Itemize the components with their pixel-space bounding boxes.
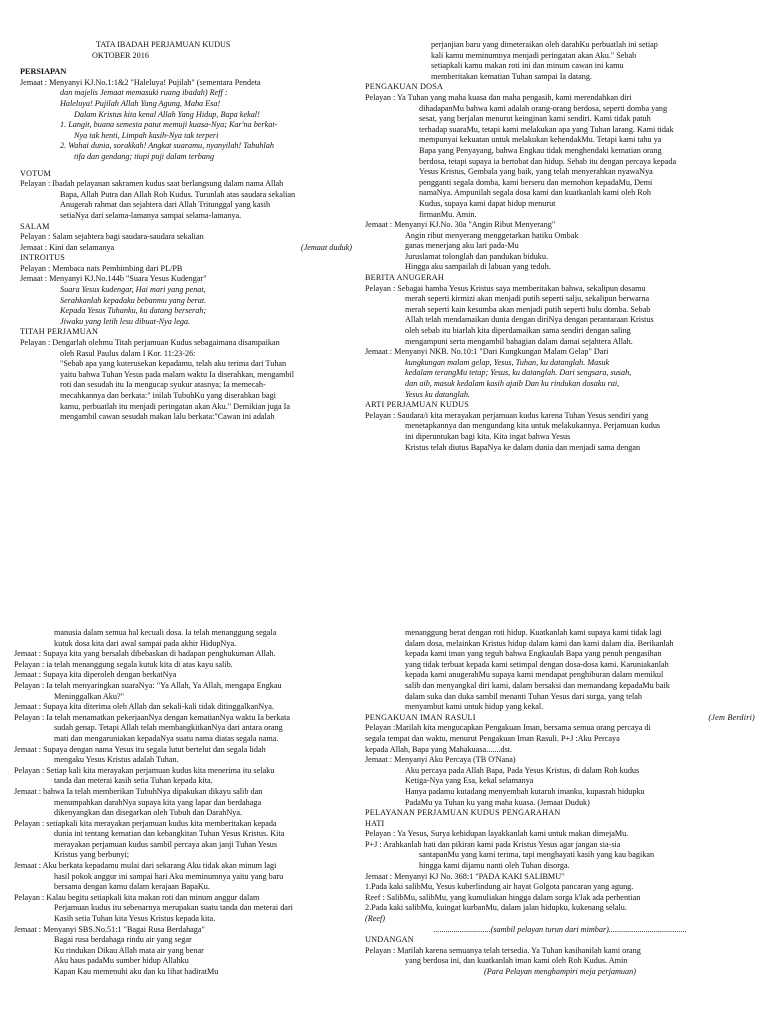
text-line	[365, 125, 753, 136]
text-line	[14, 967, 356, 978]
line-text: Hanya padamu kutadang menyembah kutaruh imanku, kupasrah hidupku	[405, 786, 645, 796]
stage-direction: (Jem Berdiri)	[708, 712, 755, 722]
line-text: Pelayan : Salam sejahtera bagi saudara-saudara sekalian	[20, 232, 204, 242]
text-line	[365, 872, 755, 883]
line-text: Yesus ku datanglah.	[405, 389, 470, 399]
line-text: segala tempat dan waktu, menurut Pengakuan Iman Rasuli. P+J :Aku Percaya	[365, 733, 620, 743]
line-text: Pelayan : Ia telah menamatkan pekerjaanNya dengan kematianNya waktu Ia berkata	[14, 712, 290, 722]
line-text: Pelayan : ia telah menanggung segala kutuk kita di atas kayu salib.	[14, 659, 233, 669]
line-text: PELAYANAN PERJAMUAN KUDUS PENGARAHAN	[365, 808, 561, 818]
line-text: dalam dosa, melainkan Kristus hidup dalam kami dan kami dalam dia. Berikanlah	[405, 638, 674, 648]
line-text: Pelayan : Kalau begitu setiapkali kita makan roti dan minum anggur dalam	[14, 892, 260, 902]
line-text: Pelayan : Setiap kali kita merayakan perjamuan kudus kita menerima itu selaku	[14, 765, 275, 775]
line-text: (Reef)	[365, 914, 385, 924]
line-text: Hingga aku sampailah di labuan yang teduh.	[405, 262, 551, 272]
line-text: Pelayan :Marilah kita mengucapkan Pengakuan Iman, bersama semua orang percaya di	[365, 723, 651, 733]
line-text: dunia ini tentang kematian dan kebangkitan Tuhan Yesus Kristus. Kita	[54, 829, 285, 839]
text-line	[20, 391, 352, 402]
line-text: Bapa yang Penyayang, bahwa Engkau tidak menghendaki kematian orang	[419, 145, 662, 155]
text-line	[14, 628, 356, 639]
text-line	[365, 358, 753, 369]
text-line	[365, 808, 755, 819]
line-text: Kristus yang berbunyi;	[54, 850, 130, 860]
line-text: TATA IBADAH PERJAMUAN KUDUS	[96, 40, 231, 49]
text-line	[365, 157, 753, 168]
line-text: pengganti segala domba, kami berseru dan memohon kepadaMu, Demi	[419, 177, 653, 187]
text-line	[365, 252, 753, 263]
line-text: setiapkali kamu makan roti ini dan minum cawan ini kamu	[431, 61, 624, 71]
line-text: UNDANGAN	[365, 935, 414, 945]
text-line	[20, 190, 352, 201]
line-text: kutuk dosa kita dari awal sampai pada akhir HidupNya.	[54, 638, 237, 648]
line-text: Bapa, Allah Putra dan Allah Roh Kudus. Turunlah atas saudara sekalian	[60, 189, 296, 199]
text-line	[14, 734, 356, 745]
line-text: yang berdosa ini, dan kuatkanlah iman kami oleh Roh Kudus. Amin	[405, 956, 628, 966]
text-line	[365, 61, 753, 72]
line-text: Jemaat : Menyanyi KJ No. 368:1 "PADA KAKI SALIBMU"	[365, 871, 565, 881]
line-text: Perjamuan kudus itu sebenarnya merupakan suatu tanda dan meterai dari	[54, 903, 293, 913]
line-text: (Para Pelayan menghampiri meja perjamuan)	[484, 967, 636, 976]
text-line	[20, 285, 352, 296]
line-text: TITAH PERJAMUAN	[20, 327, 99, 337]
line-text: merah seperti kain kesumba akan menjadi putih seperti bulu domba. Sebab	[405, 304, 651, 314]
line-text: menumpahkan darahNya supaya kita yang lapar dan berdahaga	[54, 797, 262, 807]
text-line	[14, 713, 356, 724]
line-text: Nya tak henti, Limpah kasih-Nya tak terperi	[74, 130, 219, 140]
line-text: oleh Rasul Paulus dalam I Kor. 11:23-26:	[60, 348, 196, 358]
text-line	[365, 188, 753, 199]
line-text: Kasih setia Tuhan kita Yesus Kristus kepada kita.	[54, 914, 216, 924]
text-line	[20, 317, 352, 328]
line-text: Kepada Yesus Tuhanku, ku datang berserah;	[60, 306, 207, 316]
text-line	[14, 755, 356, 766]
line-text: P+J : Arahkanlah hati dan pikiran kami pada Kristus Yesus agar jangan sia-sia	[365, 839, 621, 849]
line-text: Jemaat : Supaya kita diterima oleh Allah dan sekali-kali tidak ditinggalkanNya.	[14, 702, 274, 712]
text-line	[365, 935, 755, 946]
line-text: 2. Wahai dunia, sorakkah! Angkat suaramu, nyanyilah! Tabuhlah	[60, 141, 274, 151]
text-line	[14, 639, 356, 650]
line-text: Jiwaku yang letih lesu dibuat-Nya lega.	[60, 316, 191, 326]
text-line	[20, 179, 352, 190]
text-line	[365, 692, 755, 703]
text-line	[14, 681, 356, 692]
line-text: sesat, yang berjalan menurut keinginan kami sendiri. Kami tidak patuh	[419, 114, 651, 124]
text-line	[20, 200, 352, 211]
line-text: salib dan menyangkal diri kami, dalam bersaksi dan memandang kepadaMu baik	[405, 680, 670, 690]
line-text: kungkungan malam gelap, Yesus, Tuhan, ku datanglah. Masuk	[405, 357, 610, 367]
text-line	[14, 829, 356, 840]
text-line	[365, 390, 753, 401]
text-line	[14, 861, 356, 872]
text-line	[14, 946, 356, 957]
line-text: menyambut kami untuk hidup yang kekal.	[405, 702, 544, 712]
text-line	[14, 670, 356, 681]
text-line	[365, 210, 753, 221]
line-text: Dalam Kristus kita kenal Allah Yang Hidup, Bapa kekal!	[74, 109, 260, 119]
text-line	[20, 359, 352, 370]
line-text: Jemaat : Menyanyi KJ.No.144b "Suara Yesus Kudengar"	[20, 274, 207, 284]
line-text: Suara Yesus kudengar, Hai mari yang penat,	[60, 285, 206, 295]
line-text: OKTOBER 2016	[92, 50, 149, 60]
text-line	[20, 380, 352, 391]
line-text: Jemaat : Menyanyi NKB. No.10:1 "Dari Kungkungan Malam Gelap" Dari	[365, 347, 609, 357]
line-text: Jemaat : Supaya kita yang bersalah dibebaskan di hadapan penghukuman Allah.	[14, 649, 276, 659]
text-line	[20, 40, 352, 51]
text-line	[365, 639, 755, 650]
text-line	[365, 893, 755, 904]
text-line	[365, 670, 755, 681]
text-line	[365, 819, 755, 830]
line-text: ini diperuntukan bagi kita. Kita ingat bahwa Yesus	[405, 431, 571, 441]
text-line	[365, 956, 755, 967]
text-line	[20, 402, 352, 413]
text-line	[365, 40, 753, 51]
text-line	[14, 766, 356, 777]
line-text: bersama dengan kamu dalam kerajaan BapaKu.	[54, 882, 210, 892]
text-line	[365, 167, 753, 178]
text-line	[365, 231, 753, 242]
text-line	[20, 78, 352, 89]
text-line	[365, 628, 755, 639]
line-text: menanggung berat dengan roti hidup. Kuatkanlah kami supaya kami tidak lagi	[405, 628, 662, 637]
text-line	[14, 882, 356, 893]
text-line	[14, 956, 356, 967]
text-line	[365, 178, 753, 189]
text-line	[20, 131, 352, 142]
line-text: Jemaat : Kini dan selamanya	[20, 242, 115, 252]
line-text: santapanMu yang kami terima, tapi menghayati kasih yang kau bagikan	[419, 850, 655, 860]
line-text: 1. Langit, buana semesta patut memuji kuasa-Nya; Kar'na berkat-	[60, 120, 278, 130]
text-line	[365, 829, 755, 840]
line-text: Ku rindukan Dikau Allah mata air yang benar	[54, 945, 204, 955]
line-text: merayakan perjamuan kudus sambil percaya akan janji Tuhan Yesus	[54, 839, 278, 849]
text-line	[14, 914, 356, 925]
text-line	[20, 338, 352, 349]
text-line	[20, 327, 352, 338]
text-line	[14, 692, 356, 703]
line-text: Jemaat : Aku berkata kepadamu mulai dari sekarang Aku tidak akan minum lagi	[14, 861, 277, 871]
line-text: yang tidak terbuat kepada kami setimpal dengan dosa-dosa kami. Karuniakanlah	[405, 659, 669, 669]
line-text: terhadap suaraMu, tetapi kami melakukan apa yang Tuhan larang. Kami tidak	[419, 124, 674, 134]
text-line	[14, 723, 356, 734]
line-text: Reef : SalibMu, salibMu, yang kumuliakan hingga dalam sorga k'lak ada perhentian	[365, 892, 641, 902]
line-text: Juruslamat tolonglah dan pandukan biduku.	[405, 251, 549, 261]
text-line	[14, 872, 356, 883]
line-text: mengampuni serta mengambil bahagian dalam damai sejahtera Allah.	[405, 336, 633, 346]
line-text: 2.Pada kaki salibMu, kuingat kurbanMu, dalam jalan hidupku, kukenang selalu.	[365, 903, 627, 913]
page-bottom-left	[14, 628, 356, 1024]
text-line	[365, 273, 753, 284]
text-line	[365, 72, 753, 83]
text-line	[365, 432, 753, 443]
text-line	[365, 967, 755, 978]
text-line	[365, 798, 755, 809]
page-top-left	[14, 40, 352, 520]
line-text: sudah genap. Tetapi Allah telah membangkitkanNya dari antara orang	[54, 723, 283, 733]
text-line	[365, 241, 753, 252]
line-text: kedalam terangMu tetap; Yesus, ku datanglah. Dari sengsara, susah,	[405, 368, 632, 378]
line-text: Haleluya! Pujilah Allah Yang Agung, Maha Esa!	[60, 98, 221, 108]
text-line	[365, 903, 755, 914]
text-line	[14, 840, 356, 851]
text-line	[365, 421, 753, 432]
text-line	[365, 776, 755, 787]
text-line	[14, 850, 356, 861]
line-text: mengambil cawan sesudah makan lalu berkata:"Cawan ini adalah	[60, 412, 275, 422]
text-line	[365, 326, 753, 337]
line-text: "Sebab apa yang kuterusekan kepadamu, telah aku terima dari Tuhan	[60, 359, 287, 369]
text-line	[20, 152, 352, 163]
page-bottom-right	[365, 628, 755, 1024]
line-text: Anugerah rahmat dan sejahtera dari Allah Tritunggal yang kasih	[60, 200, 271, 210]
line-text: Jemaat : Supaya dengan nama Yesus itu segala lutut bertelut dan segala lidah	[14, 744, 266, 754]
text-line	[20, 349, 352, 360]
line-text: kepada kami anugerahMu supaya kami mendapat penghiburan dalam memikul	[405, 670, 664, 680]
text-line	[20, 51, 352, 62]
text-line	[14, 745, 356, 756]
text-line	[365, 294, 753, 305]
line-text: mati dan mengaruniakan kepadaNya suatu nama diatas segala nama.	[54, 733, 279, 743]
line-text: INTROITUS	[20, 253, 66, 263]
line-text: Aku haus padaMu sumber hidup Allahku	[54, 956, 189, 966]
line-text: merah seperti kirmizi akan menjadi putih seperti salju, sekalipun berwarna	[405, 294, 650, 304]
line-text: Pelayan : Ibadah pelayanan sakramen kudus saat berlangsung dalam nama Allah	[20, 179, 284, 189]
line-text: BERITA ANUGERAH	[365, 273, 444, 283]
text-line	[365, 649, 755, 660]
text-line	[365, 946, 755, 957]
text-line	[14, 660, 356, 671]
line-text: tanda dan meterai kasih setia Tuhan kepada kita.	[54, 776, 213, 786]
text-line	[365, 787, 755, 798]
text-line	[20, 99, 352, 110]
text-line	[365, 199, 753, 210]
text-line	[365, 379, 753, 390]
text-line	[20, 88, 352, 99]
line-text: yaitu bahwa Tuhan Yesus pada malam waktu Ia diserahkan, mengambil	[60, 369, 294, 379]
line-text: Meninggalkan Aku?"	[54, 691, 124, 701]
line-text: Angin ribut menyerang menggetarkan hatiku Ombak	[405, 230, 579, 240]
text-line	[365, 850, 755, 861]
line-text: mecahkannya dan berkata:" inilah TubuhKu yang diserahkan bagi	[60, 391, 276, 400]
text-line	[20, 67, 352, 78]
line-text: Pelayan : setiapkali kita merayakan perjamuan kudus kita memberitakan kepada	[14, 818, 277, 828]
text-line	[365, 755, 755, 766]
line-text: Bagai rusa berdahaga rindu air yang segar	[54, 935, 192, 945]
text-line	[365, 135, 753, 146]
text-line	[365, 82, 753, 93]
line-text: Serahkanlah kepadaku bebanmu yang berat.	[60, 295, 207, 305]
line-text: Pelayan : Ya Tuhan yang maha kuasa dan maha pengasih, kami merendahkan diri	[365, 92, 632, 102]
text-line	[14, 787, 356, 798]
line-text: Kapan Kau memenuhi aku dan ku lihat hadiratMu	[54, 967, 219, 976]
line-text: firmanMu. Amin.	[419, 209, 477, 219]
line-text: setiaNya dari selama-lamanya sampai selama-lamanya.	[60, 210, 242, 220]
text-line	[365, 702, 755, 713]
line-text: Pelayan : Ia telah menyaringkan suaraNya: "Ya Allah, Ya Allah, mengapa Engkau	[14, 680, 282, 690]
text-line	[20, 211, 352, 222]
text-line	[365, 914, 755, 925]
line-text: ............................(sambil pelayan turun dari mimbar)......................................	[433, 924, 687, 934]
line-text: Ketiga-Nya yang Esa, kekal selamanya	[405, 776, 534, 786]
text-line	[365, 882, 755, 893]
line-text: dikenyangkan dan disegarkan oleh Tubuh dan DarahNya.	[54, 808, 243, 818]
line-text: Allah telah mendamaikan dunia dengan diriNya dengan perantaraan Kristus	[405, 315, 654, 325]
line-text: ganas menerjang aku lari pada-Mu	[405, 241, 519, 251]
text-line	[20, 110, 352, 121]
line-text: 1.Pada kaki salibMu, Yesus kuberlindung air hayat Golgota pancaran yang agung.	[365, 882, 634, 892]
line-text: Pelayan : Sebagai hamba Yesus Kristus saya memberitakan bahwa, sekalipun dosamu	[365, 283, 646, 293]
line-text: oleh sebab itu biarlah kita diperdamaikan sama sendiri dengan saling	[405, 326, 631, 336]
line-text: kepada Allah, Bapa yang Mahakuasa.......dst.	[365, 744, 513, 754]
text-line	[20, 412, 352, 423]
line-text: tifa dan gendang; tiupi puji dalam terbang	[74, 151, 215, 161]
text-line	[20, 243, 352, 254]
line-text: dalam suka dan duka sambil menanti Tuhan Yesus dari surga, yang telah	[405, 691, 643, 701]
line-text: hingga kami dijamu nanti oleh Tuhan disorga.	[419, 861, 570, 871]
text-line	[20, 306, 352, 317]
line-text: SALAM	[20, 221, 50, 231]
line-text: Pelayan : Membaca nats Pembimbing dari PL/PB	[20, 263, 183, 273]
text-line	[365, 411, 753, 422]
line-text: Pelayan : Marilah karena semuanya telah tersedia. Ya Tuhan kasihanilah kami orang	[365, 945, 641, 955]
line-text: PENGAKUAN IMAN RASULI	[365, 712, 476, 722]
stage-direction: (Jemaat duduk)	[300, 242, 352, 252]
line-text: perjanjian baru yang dimeteraikan oleh darahKu perbuatlah ini setiap	[431, 40, 658, 49]
text-line	[20, 264, 352, 275]
text-line	[20, 232, 352, 243]
line-text: ARTI PERJAMUAN KUDUS	[365, 400, 470, 410]
line-text: manusia dalam semua hal kecuali dosa. Ia telah menanggung segala	[54, 628, 277, 637]
text-line	[14, 776, 356, 787]
text-line	[365, 104, 753, 115]
line-text: kali kamu meminumnya menjadi peringatan akan Aku." Sebab	[431, 50, 637, 60]
text-line	[14, 935, 356, 946]
line-text: Pelayan : Saudara/i kita merayakan perjamuan kudus karena Tuhan Yesus sendiri yang	[365, 410, 649, 420]
line-text: Jemaat : Supaya kita diperoleh dengan berkatNya	[14, 670, 177, 680]
text-line	[365, 347, 753, 358]
line-text: kamu, perbuatlah itu menjadi peringatan akan Aku." Demikian juga Ia	[60, 401, 291, 411]
line-text: dan majelis Jemaat memasuki ruang ibadah) Reff :	[60, 88, 228, 98]
text-line	[365, 745, 755, 756]
line-text: Jemaat : Menyanyi KJ.No.1:1&2 "Haleluya! Pujilah" (sementara Pendeta	[20, 77, 261, 87]
line-text: dan aib, masuk kedalam kasih ajaib Dan ku rindukan dosaku rai,	[405, 379, 620, 388]
text-line	[20, 120, 352, 131]
line-text: HATI	[365, 818, 385, 828]
line-text: PadaMu ya Tuhan ku yang maha kuasa. (Jemaat Duduk)	[405, 797, 590, 807]
line-text: VOTUM	[20, 168, 52, 178]
text-line	[365, 368, 753, 379]
text-line	[365, 400, 753, 411]
text-line	[365, 51, 753, 62]
text-line	[14, 819, 356, 830]
text-line	[14, 702, 356, 713]
text-line	[365, 925, 755, 936]
line-text: mengaku Yesus Kristus adalah Tuhan.	[54, 755, 179, 765]
line-text: hasil pokok anggur ini sampai hari Aku meminumnya yaitu yang baru	[54, 871, 284, 881]
line-text: memberitakan kematian Tuhan sampai Ia datang.	[431, 71, 592, 81]
line-text: dihadapanMu bahwa kami adalah orang-orang berdosa, seperti domba yang	[419, 103, 668, 113]
text-line	[20, 274, 352, 285]
line-text: roti dan sesudah itu Ia mengucap syukur atasnya; Ia memecah-	[60, 380, 266, 390]
text-line	[365, 713, 755, 724]
line-text: Kudus, supaya kami dapat hidup menurut	[419, 198, 556, 208]
text-line	[14, 649, 356, 660]
text-line	[365, 861, 755, 872]
text-line	[20, 141, 352, 152]
line-text: berdosa, tetapi supaya ia bertobat dan hidup. Sebab itu dengan percaya kepada	[419, 156, 677, 166]
text-line	[365, 734, 755, 745]
line-text: Kristus telah diutus BapaNya ke dalam dunia dan menjadi sama dengan	[405, 442, 641, 452]
text-line	[14, 903, 356, 914]
text-line	[365, 220, 753, 231]
text-line	[365, 660, 755, 671]
text-line	[14, 808, 356, 819]
text-line	[365, 305, 753, 316]
text-line	[20, 253, 352, 264]
text-line	[365, 262, 753, 273]
text-line	[365, 146, 753, 157]
text-line	[20, 222, 352, 233]
text-line	[20, 370, 352, 381]
text-line	[365, 766, 755, 777]
text-line	[365, 284, 753, 295]
line-text: Pelayan : Dengarlah olehmu Titah perjamuan Kudus sebagaimana disampaikan	[20, 338, 280, 348]
text-line	[365, 840, 755, 851]
text-line	[365, 723, 755, 734]
line-text: menetapkannya dan mengundang kita untuk melakukannya. Perjamuan kudus	[405, 421, 661, 431]
text-line	[14, 798, 356, 809]
text-line	[365, 337, 753, 348]
line-text: Aku percaya pada Allah Bapa, Pada Yesus Kristus, di dalam Roh kudus	[405, 765, 640, 775]
text-line	[365, 443, 753, 454]
text-line	[365, 114, 753, 125]
line-text: Yesus Kristus, Gembala yang baik, yang telah menyerahkan nyawaNya	[419, 167, 653, 177]
line-text: kepada kami iman yang teguh bahwa Engkaulah Bapa yang penuh pengasihan	[405, 649, 662, 659]
line-text: mempunyai kekuatan untuk melakukan kehendakMu. Tetapi kami tahu ya	[419, 135, 662, 145]
line-text: Jemaat : Menyanyi SBS.No.51:1 "Bagai Rusa Berdahaga"	[14, 924, 205, 934]
line-text: Jemaat : bahwa Ia telah memberikan TubuhNya dipakukan dikayu salib dan	[14, 786, 263, 796]
text-line	[14, 925, 356, 936]
text-line	[365, 681, 755, 692]
page-top-right	[365, 40, 753, 520]
line-text: Jemaat : Menyanyi KJ.No. 30a "Angin Ribut Menyerang"	[365, 220, 556, 230]
text-line	[20, 296, 352, 307]
line-text: PERSIAPAN	[20, 67, 67, 77]
line-text: Jemaat : Menyanyi Aku Percaya (TB O'Nana)	[365, 755, 516, 765]
line-text: Pelayan : Ya Yesus, Surya kehidupan layakkanlah kami untuk makan dimejaMu.	[365, 829, 629, 839]
line-text: PENGAKUAN DOSA	[365, 82, 444, 92]
text-line	[365, 315, 753, 326]
text-line	[14, 893, 356, 904]
text-line	[365, 93, 753, 104]
text-line	[20, 169, 352, 180]
line-text: namaNya. Ampunilah segala dosa kami dan kuatkanlah kami oleh Roh	[419, 188, 651, 198]
